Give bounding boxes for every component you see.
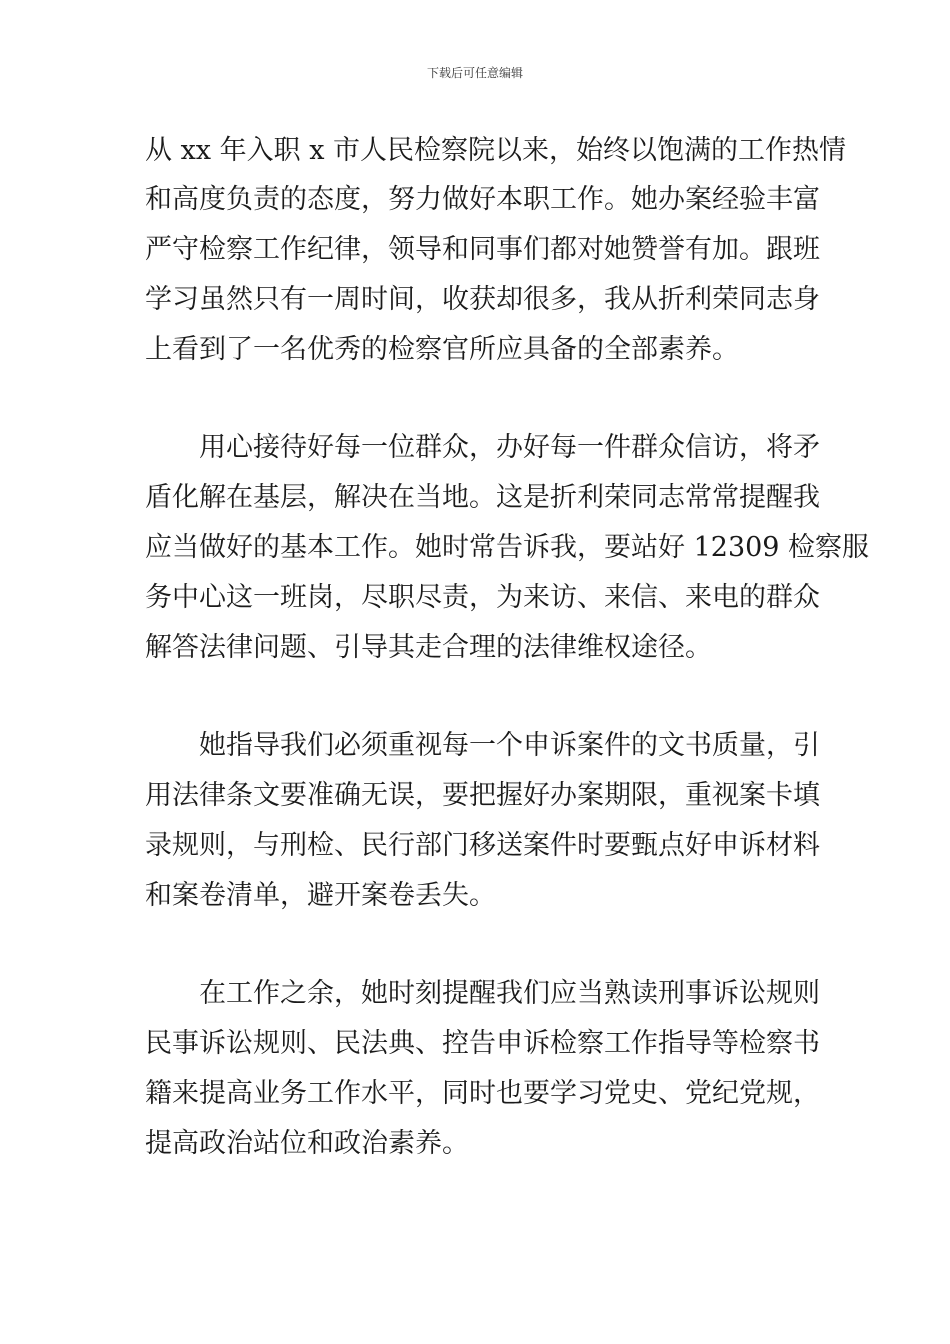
- paragraph-3-line-4: 和案卷清单，避开案卷丢失。: [145, 880, 496, 911]
- paragraph-2-line-3: 应当做好的基本工作。她时常告诉我，要站好 12309 检察服: [145, 532, 870, 563]
- paragraph-3-line-1: 她指导我们必须重视每一个申诉案件的文书质量，引: [199, 730, 820, 761]
- paragraph-1-line-5: 上看到了一名优秀的检察官所应具备的全部素养。: [145, 334, 739, 365]
- paragraph-3-line-3: 录规则，与刑检、民行部门移送案件时要甄点好申诉材料: [145, 830, 820, 861]
- paragraph-1-line-1: 从 xx 年入职 x 市人民检察院以来，始终以饱满的工作热情: [145, 135, 847, 166]
- paragraph-3-line-2: 用法律条文要准确无误，要把握好办案期限，重视案卡填: [145, 780, 820, 811]
- paragraph-2-line-4: 务中心这一班岗，尽职尽责，为来访、来信、来电的群众: [145, 582, 820, 613]
- paragraph-1-line-2: 和高度负责的态度，努力做好本职工作。她办案经验丰富: [145, 184, 820, 215]
- page-header-note: 下载后可任意编辑: [426, 66, 523, 80]
- paragraph-2-line-1: 用心接待好每一位群众，办好每一件群众信访，将矛: [199, 432, 820, 463]
- paragraph-2-line-5: 解答法律问题、引导其走合理的法律维权途径。: [145, 632, 712, 663]
- paragraph-1-line-4: 学习虽然只有一周时间，收获却很多，我从折利荣同志身: [145, 284, 820, 315]
- paragraph-4-line-3: 籍来提高业务工作水平，同时也要学习党史、党纪党规，: [145, 1078, 820, 1109]
- paragraph-4-line-2: 民事诉讼规则、民法典、控告申诉检察工作指导等检察书: [145, 1028, 820, 1059]
- paragraph-4-line-4: 提高政治站位和政治素养。: [145, 1128, 469, 1159]
- paragraph-4-line-1: 在工作之余，她时刻提醒我们应当熟读刑事诉讼规则: [199, 978, 820, 1009]
- paragraph-2-line-2: 盾化解在基层，解决在当地。这是折利荣同志常常提醒我: [145, 482, 820, 513]
- paragraph-1-line-3: 严守检察工作纪律，领导和同事们都对她赞誉有加。跟班: [145, 234, 820, 265]
